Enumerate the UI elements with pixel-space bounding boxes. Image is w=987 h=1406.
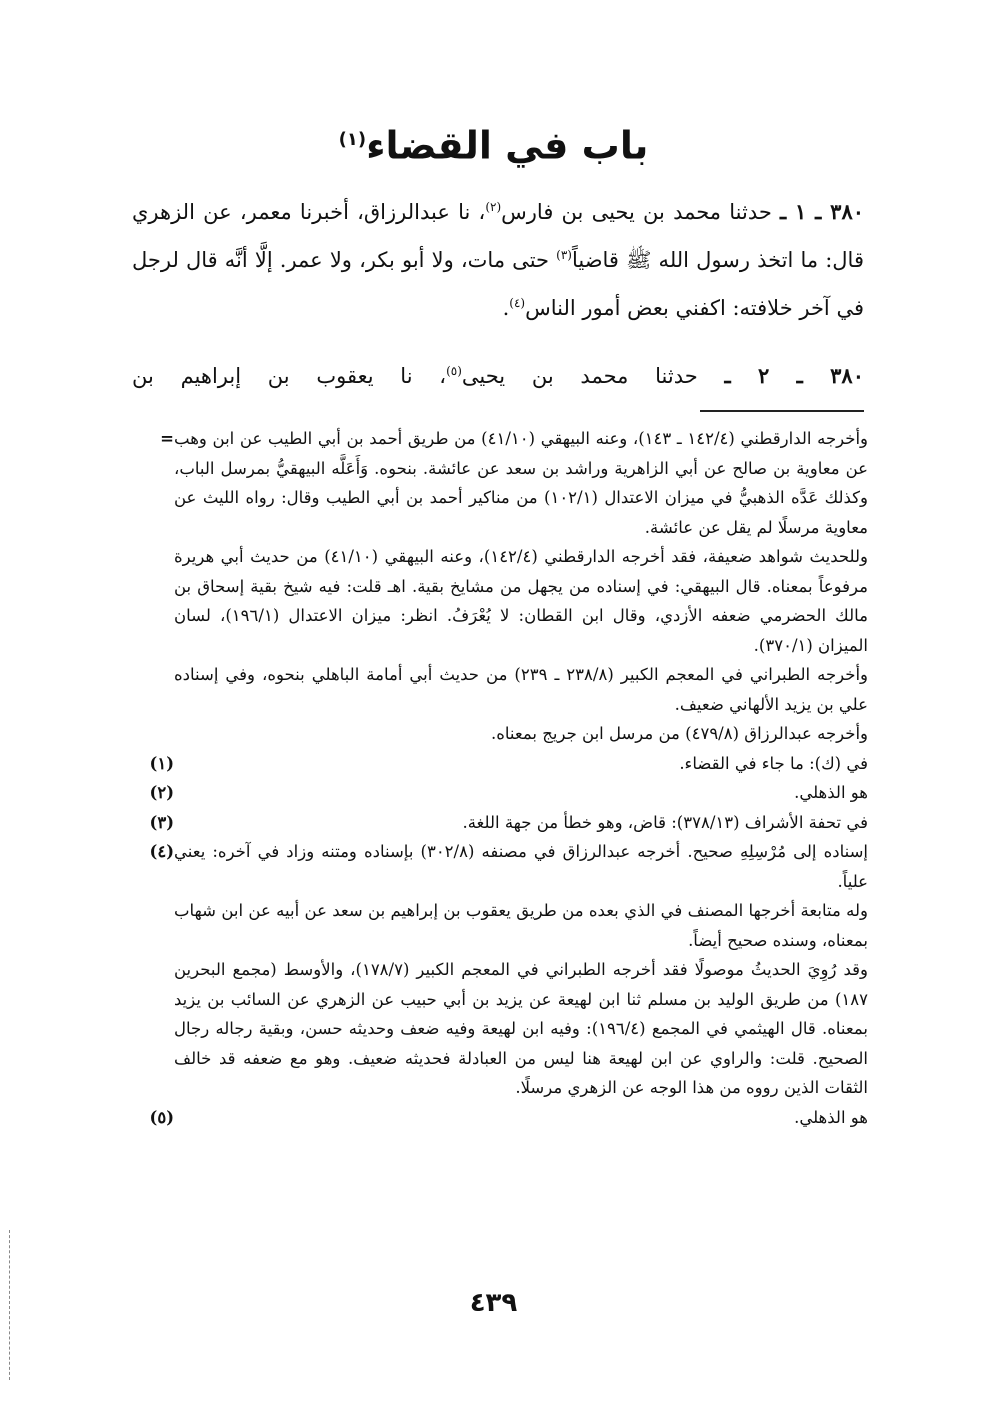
footnote-body [174, 808, 868, 838]
footnote-paragraph: وقد رُوِيَ الحديثُ موصولًا فقد أخرجه الطبراني في المعجم الكبير (١٧٨/٧)، والأوسط (مجمع البحرين ١٨٧) من طريق الوليد بن مسلم ثنا ابن لهيعة عن يزيد بن أبي حبيب عن الزهري عن السائب بن يزيد بمعناه. قال الهيثمي في المجمع (١٩٦/٤): وفيه ابن لهيعة وفيه ضعف وحديثه حسن، وبقية رجاله رجال الصحيح. قلت: والراوي عن ابن لهيعة هنا ليس من العبادلة فحديثه ضعيف. وهو مع ضعفه قد خالف الثقات الذين رووه من هذا الوجه عن الزهري مرسلًا. [174, 960, 869, 1097]
footnote-paragraph: هو الذهلي. [794, 1107, 868, 1127]
hadith-number: ٣٨٠ ـ ١ ـ [780, 199, 865, 224]
hadith-text: حتى مات، ولا أبو بكر، ولا عمر. إلَّا أنَّه قال لرجل في آخر خلافته: اكفني بعض أمور الناس [132, 248, 864, 320]
hadith-380-1 [132, 186, 864, 330]
footnote-mark: (٤) [149, 842, 174, 861]
footnote-paragraph: وأخرجه الدارقطني (١٤٢/٤ ـ ١٤٣)، وعنه البيهقي (٤١/١٠) من طريق أحمد بن أبي الطيب عن ابن وهب عن معاوية بن صالح عن أبي الزاهرية وراشد بن سعد عن عائشة. بنحوه. وَأَعَلَّه البيهقيُّ بمرسل الباب، وكذلك عَدَّه الذهبيُّ في ميزان الاعتدال (١٠٢/١) من مناكير أحمد بن أبي الطيب وقال: رواه الليث عن معاوية مرسلًا لم يقل عن عائشة. [174, 429, 869, 537]
footnote-paragraph: في تحفة الأشراف (٣٧٨/١٣): قاض، وهو خطأ من جهة اللغة. [462, 812, 868, 832]
footnote-mark: (٣) [149, 812, 174, 832]
footnote-paragraph: وله متابعة أخرجها المصنف في الذي بعده من طريق يعقوب بن إبراهيم بن سعد عن أبيه عن ابن شهاب بمعناه، وسنده صحيح أيضاً. [174, 901, 868, 950]
hadith-text: حدثنا محمد بن يحيى [461, 364, 698, 388]
footnote-ref: (٢) [485, 200, 502, 214]
footnote-3 [122, 808, 868, 838]
page-number: ٤٣٩ [469, 1288, 518, 1318]
footnote-body [174, 1103, 868, 1133]
footnote-1 [122, 749, 868, 779]
footnote-continuation [122, 424, 868, 749]
hadith-text: ، نا عبدالرزاق، أخبرنا معمر، عن الزهري قال: ما اتخذ رسول الله ﷺ قاضياً [132, 200, 864, 272]
footnote-body [174, 837, 868, 1103]
footnote-paragraph: وأخرجه عبدالرزاق (٤٧٩/٨) من مرسل ابن جريج بمعناه. [490, 724, 868, 743]
footnote-paragraph: هو الذهلي. [794, 783, 868, 802]
hadith-380-2 [132, 350, 864, 398]
footnote-body [174, 778, 868, 808]
footnote-body [174, 749, 868, 779]
chapter-title-text: باب في القضاء [366, 123, 649, 168]
footnote-mark: (٥) [149, 1107, 174, 1127]
footnote-paragraph: إسناده إلى مُرْسِلِهِ صحيح. أخرجه عبدالرزاق في مصنفه (٣٠٢/٨) بإسناده ومتنه وزاد في آخره: يعني علياً. [174, 842, 868, 891]
footnote-mark: (٢) [149, 783, 174, 802]
footnote-ref: (٣) [556, 248, 572, 262]
footnotes [122, 424, 868, 1132]
continuation-mark: = [160, 429, 174, 448]
scan-edge-mark [9, 1230, 10, 1380]
footnote-separator [700, 410, 864, 412]
hadith-text: . [502, 296, 510, 320]
footnote-paragraph: وللحديث شواهد ضعيفة، فقد أخرجه الدارقطني (١٤٢/٤)، وعنه البيهقي (٤١/١٠) من حديث أبي هريرة مرفوعاً بمعناه. قال البيهقي: في إسناده من يجهل من مشايخ بقية. اهـ قلت: فيه شيخ بقية إسحاق بن مالك الحضرمي ضعفه الأزدي، وقال ابن القطان: لا يُعْرَفُ. انظر: ميزان الاعتدال (١٩٦/١)، لسان الميزان (٣٧٠/١). [174, 547, 869, 655]
main-text [132, 186, 864, 398]
hadith-text: ، نا يعقوب بن إبراهيم بن [132, 364, 447, 388]
hadith-number: ٣٨٠ ـ ٢ ـ [724, 363, 864, 388]
footnote-body [174, 424, 868, 749]
chapter-title [0, 110, 987, 176]
footnote-ref: (٥) [446, 364, 462, 378]
footnote-paragraph: وأخرجه الطبراني في المعجم الكبير (٢٣٨/٨ ـ ٢٣٩) من حديث أبي أمامة الباهلي بنحوه، وفي إسناده علي بن يزيد الألهاني ضعيف. [174, 665, 868, 714]
footnote-4 [122, 837, 868, 1103]
hadith-text: حدثنا محمد بن يحيى بن فارس [501, 200, 772, 224]
footnote-ref: (٤) [509, 296, 526, 310]
footnote-paragraph: في (ك): ما جاء في القضاء. [679, 753, 868, 773]
footnote-2 [122, 778, 868, 808]
footnote-mark: (١) [149, 753, 174, 773]
title-footnote-ref: (١) [338, 129, 367, 150]
footnote-5 [122, 1103, 868, 1133]
